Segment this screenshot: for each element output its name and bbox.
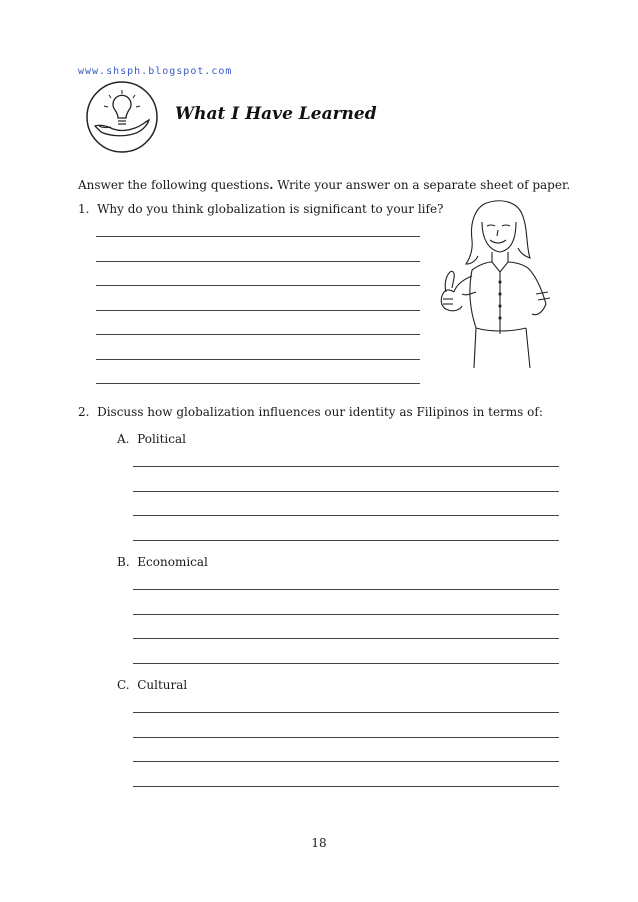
subsection-letter: A.: [117, 432, 130, 446]
instructions: [78, 178, 570, 192]
answer-line: [133, 737, 559, 738]
answer-line: [133, 540, 559, 541]
subsection-letter: B.: [117, 555, 130, 569]
answer-line: [96, 310, 420, 311]
answer-line: [96, 261, 420, 262]
answer-line: [96, 236, 420, 237]
instructions-rest: Write your answer on a separate sheet of paper.: [273, 178, 571, 192]
question-number: 2.: [78, 405, 90, 419]
subsection-political: [117, 432, 186, 446]
answer-line: [133, 614, 559, 615]
subsection-label: Political: [137, 432, 186, 446]
subsection-economical: [117, 555, 208, 569]
instructions-text: Answer the following questions: [78, 178, 270, 192]
answer-line: [133, 663, 559, 664]
lightbulb-hand-icon: [85, 80, 159, 154]
subsection-cultural: [117, 678, 187, 692]
answer-line: [133, 786, 559, 787]
question-text: Why do you think globalization is significant to your life?: [97, 202, 444, 216]
answer-line: [133, 761, 559, 762]
subsection-label: Cultural: [137, 678, 188, 692]
answer-line: [133, 712, 559, 713]
subsection-letter: C.: [117, 678, 130, 692]
answer-line: [133, 589, 559, 590]
instructions-period: .: [269, 178, 274, 192]
subsection-label: Economical: [137, 555, 208, 569]
answer-line: [133, 638, 559, 639]
website-url: www.shsph.blogspot.com: [78, 66, 233, 77]
answer-line: [96, 383, 420, 384]
answer-line: [96, 359, 420, 360]
question-number: 1.: [78, 202, 90, 216]
answer-line: [133, 466, 559, 467]
woman-thumbs-up-illustration: [432, 196, 562, 372]
answer-line: [96, 285, 420, 286]
answer-line: [96, 334, 420, 335]
answer-line: [133, 491, 559, 492]
question-1: [78, 202, 443, 216]
question-text: Discuss how globalization influences our identity as Filipinos in terms of:: [97, 405, 543, 419]
section-title: What I Have Learned: [175, 104, 377, 124]
page-number: 18: [311, 836, 327, 850]
answer-line: [133, 515, 559, 516]
question-2: [78, 405, 543, 419]
